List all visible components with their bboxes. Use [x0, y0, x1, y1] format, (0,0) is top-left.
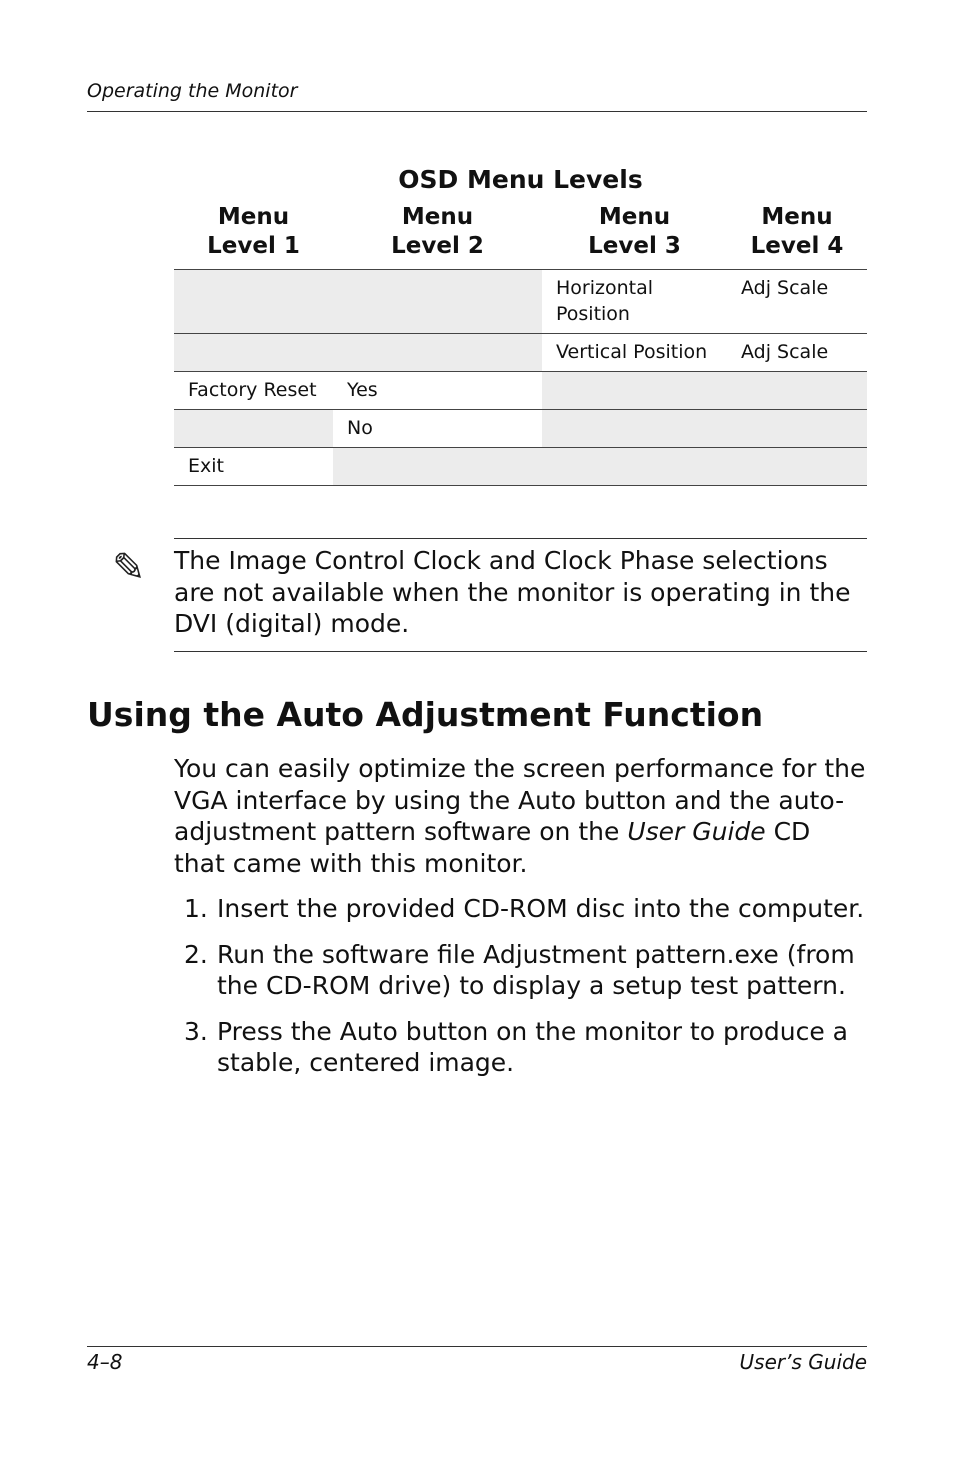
running-header: Operating the Monitor: [87, 80, 298, 102]
table-title: OSD Menu Levels: [398, 165, 643, 194]
footer-rule: [87, 1346, 867, 1347]
table-cell: No: [333, 410, 542, 448]
column-header-level-2: Menu Level 2: [333, 203, 542, 270]
table-header-row: [174, 203, 867, 270]
step-text: Press the Auto button on the monitor to produce a stable, centered image.: [217, 1016, 848, 1077]
intro-italic-title: User Guide: [627, 817, 766, 846]
table-cell: [333, 334, 542, 372]
table-cell: [174, 410, 333, 448]
table-row: [174, 410, 867, 448]
table-row: [174, 334, 867, 372]
table-cell: Yes: [333, 372, 542, 410]
column-header-level-4: Menu Level 4: [727, 203, 867, 270]
table-cell: [174, 270, 333, 334]
note-rule-bottom: [174, 651, 867, 652]
note-text: The Image Control Clock and Clock Phase selections are not available when the monitor is operating in the DVI (digital) mode.: [174, 546, 851, 638]
table-cell: [727, 410, 867, 448]
pencil-icon: ✎: [112, 545, 146, 591]
table-row: [174, 372, 867, 410]
osd-menu-table: [174, 203, 867, 486]
step-number: 1.: [184, 894, 208, 923]
intro-text-part-1: You can easily optimize the screen performance for the VGA interface by using the Auto button and the auto-adjustment pattern software on the: [174, 754, 866, 846]
footer-guide-title: User’s Guide: [739, 1350, 867, 1374]
table-cell: Adj Scale: [727, 334, 867, 372]
section-heading: Using the Auto Adjustment Function: [87, 695, 764, 734]
table-row: [174, 270, 867, 334]
list-item: [174, 1016, 867, 1079]
table-cell: Horizontal Position: [542, 270, 727, 334]
table-cell: [333, 270, 542, 334]
column-header-level-1: Menu Level 1: [174, 203, 333, 270]
header-rule: [87, 111, 867, 112]
table-cell: Exit: [174, 448, 333, 486]
step-number: 3.: [184, 1016, 208, 1046]
column-header-level-3: Menu Level 3: [542, 203, 727, 270]
list-item: [174, 939, 867, 1002]
note-rule-top: [174, 538, 867, 539]
step-number: 2.: [184, 939, 208, 969]
table-cell: [174, 334, 333, 372]
intro-paragraph: [174, 753, 867, 879]
table-cell: [542, 372, 727, 410]
table-cell: [333, 448, 542, 486]
page-number: 4–8: [87, 1350, 123, 1374]
step-text: Run the software file Adjustment pattern.exe (from the CD-ROM drive) to display a setup test pattern.: [217, 939, 855, 1000]
step-text: Insert the provided CD-ROM disc into the computer.: [217, 894, 865, 923]
list-item: [174, 893, 867, 925]
intro-text-part-2: CD that came with this monitor.: [174, 817, 811, 878]
table-cell: Factory Reset: [174, 372, 333, 410]
table-cell: [727, 448, 867, 486]
steps-list: [174, 893, 867, 1093]
table-cell: Vertical Position: [542, 334, 727, 372]
table-row: [174, 448, 867, 486]
table-cell: [542, 448, 727, 486]
table-cell: [542, 410, 727, 448]
table-cell: Adj Scale: [727, 270, 867, 334]
table-cell: [727, 372, 867, 410]
